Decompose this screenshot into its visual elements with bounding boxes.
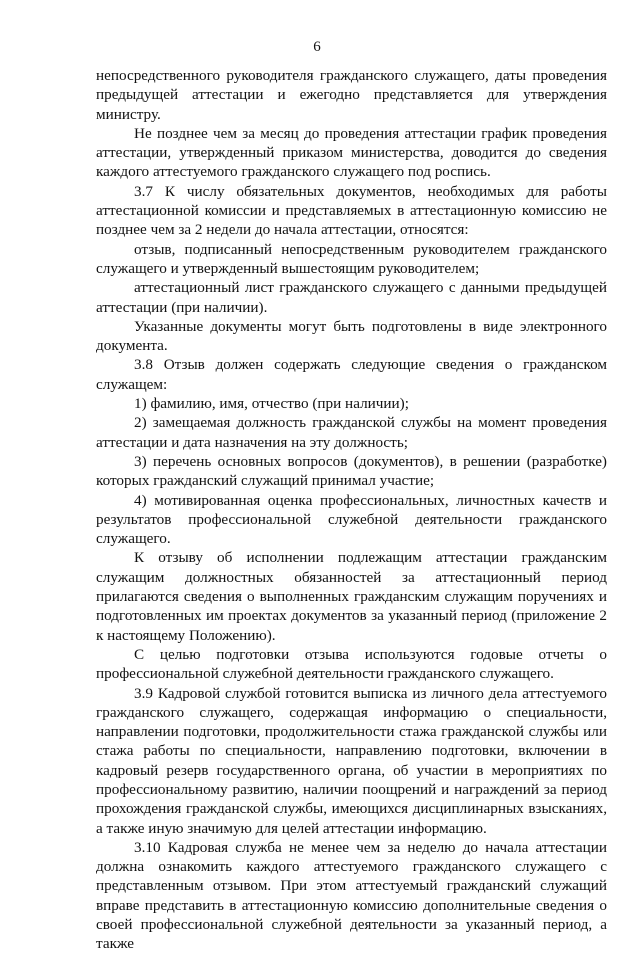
- paragraph-list-item-2: 2) замещаемая должность гражданской службы на момент проведения аттестации и дата назначения на эту должность;: [96, 414, 607, 451]
- paragraph-electronic-documents: Указанные документы могут быть подготовлены в виде электронного документа.: [96, 317, 607, 355]
- paragraph-list-item-3: 3) перечень основных вопросов (документов), в решении (разработке) которых гражданский служащий принимал участие;: [96, 452, 607, 490]
- paragraph-3-8: 3.8 Отзыв должен содержать следующие сведения о гражданском служащем:: [96, 356, 607, 393]
- paragraph-list-item-1: 1) фамилию, имя, отчество (при наличии);: [134, 395, 409, 413]
- paragraph-review-item: отзыв, подписанный непосредственным руководителем гражданского служащего и утвержденный вышестоящим руководителем;: [96, 240, 607, 277]
- paragraph-3-7: 3.7 К числу обязательных документов, необходимых для работы аттестационной комиссии и представляемых в аттестационную комиссию не позднее чем за 2 недели до начала аттестации, относятся:: [96, 182, 607, 239]
- paragraph-list-item-4: 4) мотивированная оценка профессиональных, личностных качеств и результатов профессиональной служебной деятельности гражданского служащего.: [96, 491, 607, 548]
- paragraph-schedule-notice: Не позднее чем за месяц до проведения аттестации график проведения аттестации, утвержденный приказом министерства, доводится до сведения каждого аттестуемого гражданского служащего под роспись.: [96, 124, 607, 181]
- page-number: 6: [313, 39, 321, 55]
- document-body: [96, 66, 607, 954]
- paragraph-3-10: 3.10 Кадровая служба не менее чем за неделю до начала аттестации должна ознакомить каждого аттестуемого гражданского служащего с представленным отзывом. При этом аттестуемый гражданский служащий вправе представить в аттестационную комиссию дополнительные сведения о своей профессиональной служебной деятельности за указанный период, а также: [96, 838, 607, 953]
- paragraph-continuation: непосредственного руководителя гражданского служащего, даты проведения предыдущей аттестации и ежегодно представляется для утверждения министру.: [96, 67, 607, 123]
- paragraph-review-attachments: К отзыву об исполнении подлежащим аттестации гражданским служащим должностных обязанностей за аттестационный период прилагаются сведения о выполненных гражданским служащим поручениях и подготовленных им проектах документов за указанный период (приложение 2 к настоящему Положению).: [96, 549, 607, 644]
- paragraph-attestation-sheet-item: аттестационный лист гражданского служащего с данными предыдущей аттестации (при наличии).: [96, 279, 607, 316]
- paragraph-annual-reports: С целью подготовки отзыва используются годовые отчеты о профессиональной служебной деятельности гражданского служащего.: [96, 645, 607, 683]
- paragraph-3-9: 3.9 Кадровой службой готовится выписка из личного дела аттестуемого гражданского служащего, содержащая информацию о специальности, направлении подготовки, продолжительности стажа гражданской службы или стажа работы по специальности, направлению подготовки, включении в кадровый резерв государственного органа, об участии в мероприятиях по профессиональному развитию, наличии поощрений и награждений за период прохождения гражданской службы, имеющихся дисциплинарных взысканиях, а также иную значимую для целей аттестации информацию.: [96, 684, 607, 837]
